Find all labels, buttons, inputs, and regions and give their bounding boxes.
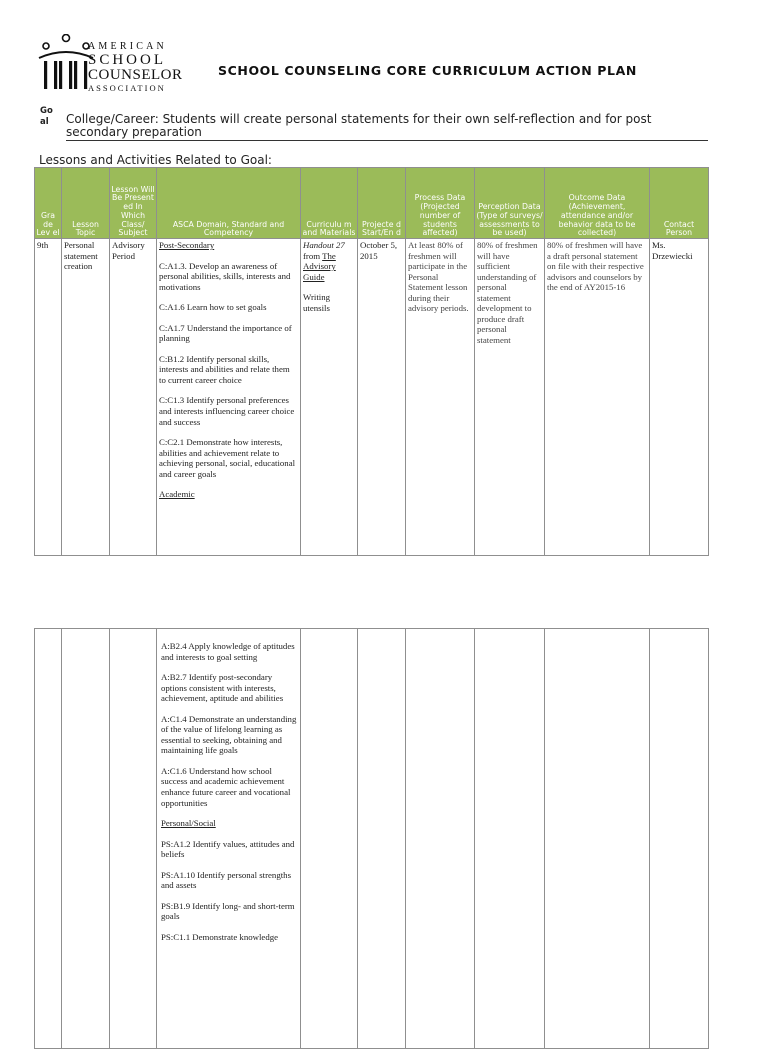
asca-item: PS:B1.9 Identify long- and short-term goals — [161, 900, 295, 922]
header-process-data: Process Data (Projected number of students affected) — [406, 168, 475, 239]
table-row — [35, 239, 709, 556]
cell-topic: Personal statement creation — [62, 239, 110, 556]
goal-label: Go al — [40, 106, 53, 127]
curriculum-from: from — [303, 250, 323, 261]
cell-start-end — [358, 629, 406, 1049]
handout-ref: Handout 27 — [303, 240, 345, 250]
asca-heading-post-secondary: Post-Secondary — [159, 240, 215, 250]
logo-wordmark — [88, 42, 183, 93]
action-plan-table — [34, 167, 709, 556]
asca-item: PS:A1.2 Identify values, attitudes and beliefs — [161, 838, 295, 860]
asca-item: A:C1.6 Understand how school success and academic achievement enhance future career and vocational opportunities — [161, 765, 291, 808]
header-lesson-topic: Lesson Topic — [62, 168, 110, 239]
asca-item: PS:C1.1 Demonstrate knowledge — [161, 931, 279, 942]
cell-contact — [650, 629, 709, 1049]
lessons-section-title: Lessons and Activities Related to Goal: — [39, 153, 272, 167]
header-outcome-data: Outcome Data (Achievement, attendance and/or behavior data to be collected) — [545, 168, 650, 239]
logo-line-1: AMERICAN — [88, 41, 167, 52]
header-start-end: Projecte d Start/En d — [358, 168, 406, 239]
logo-line-3: COUNSELOR — [88, 67, 183, 83]
cell-contact: Ms. Drzewiecki — [650, 239, 709, 556]
asca-item: C:A1.6 Learn how to set goals — [159, 302, 267, 313]
header-curriculum: Curriculu m and Materials — [301, 168, 358, 239]
cell-process — [406, 629, 475, 1049]
goal-text: College/Career: Students will create personal statements for their own self-reflection and for post secondary preparation — [66, 113, 708, 141]
header-contact-person: Contact Person — [650, 168, 709, 239]
cell-perception — [475, 239, 545, 556]
asca-item: C:C2.1 Demonstrate how interests, abilities and achievement relate to achieving personal, social, educational and career goals — [159, 437, 296, 479]
asca-item: PS:A1.10 Identify personal strengths and assets — [161, 869, 291, 891]
asca-item: A:B2.4 Apply knowledge of aptitudes and interests to goal setting — [161, 641, 295, 662]
cell-process — [406, 239, 475, 556]
cell-asca — [157, 629, 301, 1049]
asca-item: A:B2.7 Identify post-secondary options consistent with interests, achievement, aptitude and abilities — [161, 672, 284, 704]
cell-topic — [62, 629, 110, 1049]
header-class-subject: Lesson Will Be Present ed In Which Class/ Subject — [110, 168, 157, 239]
cell-outcome — [545, 239, 650, 556]
asca-item: C:C1.3 Identify personal preferences and interests influencing career choice and success — [159, 395, 295, 427]
asca-heading-personal-social: Personal/Social — [161, 818, 216, 829]
asca-item: A:C1.4 Demonstrate an understanding of the value of lifelong learning as essential to seeking, obtaining and maintaining life goals — [161, 713, 297, 756]
cell-outcome — [545, 629, 650, 1049]
asca-heading-academic: Academic — [159, 489, 195, 500]
header-perception-data: Perception Data (Type of surveys/ assessments to be used) — [475, 168, 545, 239]
logo-line-2: SCHOOL — [88, 52, 167, 68]
cell-asca — [157, 239, 301, 556]
logo-line-4: ASSOCIATION — [88, 83, 166, 93]
table-header-row — [35, 168, 709, 239]
cell-class — [110, 629, 157, 1049]
table-row — [35, 629, 709, 1049]
materials-extra: Writing utensils — [303, 292, 331, 313]
header-grade-level: Gra de Lev el — [35, 168, 62, 239]
asca-item: C:A1.3. Develop an awareness of personal abilities, skills, interests and motivations — [159, 260, 291, 292]
perception-text: 80% of freshmen will have sufficient understanding of personal statement development to produce draft personal statement — [477, 240, 538, 345]
outcome-text: 80% of freshmen will have a draft personal statement on file with their respective advisors and counselors by the end of AY2015-16 — [547, 240, 644, 293]
process-text: At least 80% of freshmen will participate in the Personal Statement lesson during their advisory periods. — [408, 240, 469, 314]
document-title: SCHOOL COUNSELING CORE CURRICULUM ACTION PLAN — [218, 63, 637, 78]
advisory-guide-ref: The Advisory Guide — [303, 250, 336, 282]
action-plan-table-continued — [34, 628, 709, 1049]
cell-start-end: October 5, 2015 — [358, 239, 406, 556]
cell-grade: 9th — [35, 239, 62, 556]
asca-item: C:A1.7 Understand the importance of planning — [159, 322, 292, 344]
asca-item: C:B1.2 Identify personal skills, interests and abilities and relate them to current career choice — [159, 353, 290, 385]
cell-perception — [475, 629, 545, 1049]
cell-curriculum — [301, 239, 358, 556]
header-asca-domain: ASCA Domain, Standard and Competency — [157, 168, 301, 239]
cell-grade — [35, 629, 62, 1049]
cell-curriculum — [301, 629, 358, 1049]
cell-class: Advisory Period — [110, 239, 157, 556]
